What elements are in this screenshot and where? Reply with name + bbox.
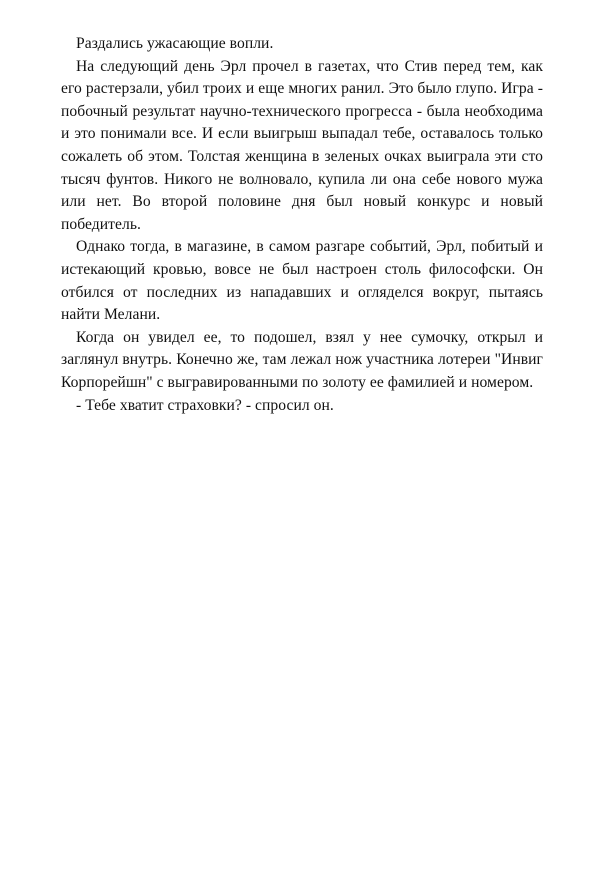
paragraph: - Тебе хватит страховки? - спросил он. [76, 396, 334, 414]
paragraph: На следующий день Эрл прочел в газетах, что Стив перед тем, как его растерзали, убил троих и еще многих ранил. Это было глупо. Игра - побочный результат научно-технического прогресса - была необходима и это понимали все. И если выигрыш выпадал тебе, оставалось только сожалеть об этом. Толстая женщина в зеленых очках выиграла эти сто тысяч фунтов. Никого не волновало, купила ли она себе нового мужа или нет. Во второй половине дня был новый конкурс и новый победитель. [61, 57, 543, 233]
document-page [61, 33, 543, 417]
paragraph: Раздались ужасающие вопли. [76, 35, 274, 52]
paragraph: Когда он увидел ее, то подошел, взял у нее сумочку, открыл и заглянул внутрь. Конечно же, там лежал нож участника лотереи "Инвиг Корпорейшн" с выгравированными по золоту ее фамилией и номером. [61, 328, 543, 391]
paragraph: Однако тогда, в магазине, в самом разгаре событий, Эрл, побитый и истекающий кровью, вовсе не был настроен столь философски. Он отбился от последних из нападавших и огляделся вокруг, пытаясь найти Мелани. [61, 238, 543, 324]
